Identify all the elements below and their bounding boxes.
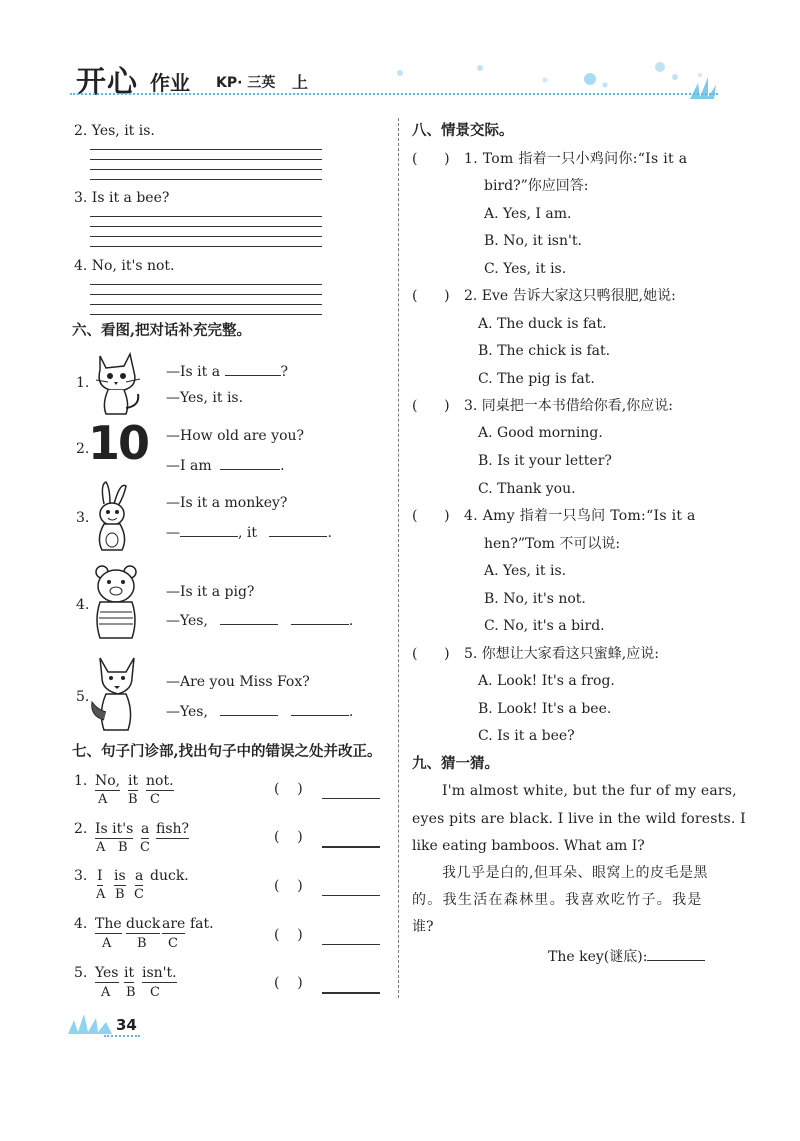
label-a: A bbox=[101, 985, 111, 1000]
column-divider bbox=[398, 118, 399, 998]
answer-blank[interactable] bbox=[291, 701, 349, 716]
question-stem: bird?”你应回答: bbox=[484, 178, 589, 194]
question-stem: 5. 你想让大家看这只蜜蜂,应说: bbox=[464, 646, 659, 662]
question-line: —Is it a monkey? bbox=[166, 495, 288, 511]
section-title: 七、句子门诊部,找出句子中的错误之处并改正。 bbox=[72, 743, 382, 760]
part-c[interactable]: isn't. bbox=[142, 965, 177, 981]
label-a: A bbox=[98, 792, 108, 807]
item-number: 2. bbox=[74, 821, 88, 837]
answer-paren[interactable]: ( ) bbox=[412, 646, 450, 662]
label-a: A bbox=[96, 887, 106, 902]
option[interactable]: C. Is it a bee? bbox=[478, 728, 575, 744]
volume-label: 上 bbox=[292, 73, 309, 92]
riddle-cn-line: 谁? bbox=[412, 919, 434, 935]
label-a: A bbox=[96, 840, 106, 855]
section-title: 六、看图,把对话补充完整。 bbox=[72, 322, 252, 339]
option[interactable]: C. Thank you. bbox=[478, 481, 576, 497]
answer-prefix: —Yes, bbox=[166, 704, 208, 720]
answer-blank[interactable] bbox=[225, 361, 281, 376]
question-stem: 3. 同桌把一本书借给你看,你应说: bbox=[464, 398, 673, 414]
key-label: The key(谜底): bbox=[548, 949, 648, 965]
part-rest: duck. bbox=[150, 868, 189, 884]
option[interactable]: C. No, it's a bird. bbox=[484, 618, 605, 634]
question-line: —Are you Miss Fox? bbox=[166, 674, 310, 690]
option[interactable]: A. The duck is fat. bbox=[478, 316, 607, 332]
answer-paren[interactable]: ( ) bbox=[274, 975, 303, 991]
answer-line bbox=[166, 522, 332, 542]
s5-item-3: 3. Is it a bee? bbox=[74, 190, 170, 206]
question-stem: 1. Tom 指着一只小鸡问你:“Is it a bbox=[464, 151, 688, 167]
answer-blank[interactable] bbox=[180, 522, 238, 537]
answer-paren[interactable]: ( ) bbox=[274, 781, 303, 797]
question-line: —How old are you? bbox=[166, 428, 305, 444]
answer-line bbox=[166, 701, 353, 721]
writing-lines[interactable] bbox=[90, 149, 322, 180]
grass-icon bbox=[66, 1010, 118, 1036]
option[interactable]: A. Yes, it is. bbox=[484, 563, 567, 579]
item-number: 4. bbox=[76, 597, 90, 613]
label-c: C bbox=[168, 936, 178, 951]
edition-label: KP· 三英 bbox=[216, 75, 276, 91]
label-c: C bbox=[134, 887, 144, 902]
part-c[interactable]: fish? bbox=[156, 821, 190, 837]
item-number: 5. bbox=[74, 965, 88, 981]
option[interactable]: B. Is it your letter? bbox=[478, 453, 612, 469]
part-a[interactable]: No, bbox=[95, 773, 121, 789]
answer-blank[interactable] bbox=[220, 610, 278, 625]
part-rest: fat. bbox=[190, 916, 214, 932]
page-number: 34 bbox=[116, 1016, 137, 1034]
bubbles-decoration bbox=[390, 55, 730, 95]
section-title: 九、猜一猜。 bbox=[412, 755, 499, 772]
label-b: B bbox=[128, 792, 138, 807]
question-stem: 2. Eve 告诉大家这只鸭很肥,她说: bbox=[464, 288, 676, 304]
option[interactable]: A. Yes, I am. bbox=[484, 206, 572, 222]
answer-line bbox=[166, 610, 353, 630]
item-number: 1. bbox=[76, 375, 90, 391]
punct: . bbox=[348, 704, 354, 720]
answer-paren[interactable]: ( ) bbox=[412, 508, 450, 524]
riddle-cn-line: 我几乎是白的,但耳朵、眼窝上的皮毛是黑 bbox=[442, 865, 708, 881]
option[interactable]: B. No, it isn't. bbox=[484, 233, 582, 249]
question-line bbox=[166, 361, 288, 381]
part-b[interactable]: duck bbox=[126, 916, 161, 932]
item-number: 1. bbox=[74, 773, 88, 789]
answer-paren[interactable]: ( ) bbox=[412, 288, 450, 304]
part-a[interactable]: I bbox=[97, 868, 103, 884]
answer-paren[interactable]: ( ) bbox=[274, 927, 303, 943]
question-line: —Is it a pig? bbox=[166, 584, 255, 600]
punct: . bbox=[327, 525, 332, 541]
riddle-en-line: eyes pits are black. I live in the wild forests. I bbox=[412, 811, 746, 827]
cat-picture bbox=[90, 348, 148, 418]
item-number: 2. bbox=[76, 441, 90, 457]
riddle-en-line: I'm almost white, but the fur of my ears, bbox=[442, 783, 737, 799]
part-c[interactable]: a bbox=[135, 868, 144, 884]
answer-blank[interactable] bbox=[647, 946, 705, 961]
number-ten-picture: 10 bbox=[88, 416, 149, 470]
brand-main: 开心 bbox=[76, 65, 138, 100]
option[interactable]: C. The pig is fat. bbox=[478, 371, 595, 387]
label-c: C bbox=[150, 985, 160, 1000]
answer-line bbox=[166, 455, 285, 475]
question-stem: hen?”Tom 不可以说: bbox=[484, 536, 621, 552]
pig-picture bbox=[88, 562, 144, 646]
label-a: A bbox=[102, 936, 112, 951]
question-stem: 4. Amy 指着一只鸟问 Tom:“Is it a bbox=[464, 508, 696, 524]
part-a[interactable]: Yes bbox=[95, 965, 119, 981]
punct: ? bbox=[280, 364, 289, 380]
correction-line[interactable] bbox=[322, 846, 380, 848]
correction-line[interactable] bbox=[322, 992, 380, 994]
riddle-cn-line: 的。我生活在森林里。我喜欢吃竹子。我是 bbox=[412, 892, 703, 908]
label-b: B bbox=[126, 985, 136, 1000]
page-header bbox=[70, 55, 730, 100]
answer-paren[interactable]: ( ) bbox=[274, 829, 303, 845]
brand-sub: 作业 bbox=[150, 71, 190, 95]
writing-lines[interactable] bbox=[90, 216, 322, 247]
item-number: 5. bbox=[76, 689, 90, 705]
writing-lines[interactable] bbox=[90, 284, 322, 315]
header-dotted-rule bbox=[70, 93, 718, 95]
item-number: 3. bbox=[74, 868, 88, 884]
option[interactable]: B. Look! It's a bee. bbox=[478, 701, 612, 717]
label-c: C bbox=[140, 840, 150, 855]
punct: . bbox=[280, 458, 285, 474]
s5-item-4: 4. No, it's not. bbox=[74, 258, 175, 274]
answer-blank[interactable] bbox=[291, 610, 349, 625]
s5-item-2: 2. Yes, it is. bbox=[74, 123, 155, 139]
footer-dotted-rule bbox=[104, 1035, 140, 1037]
label-b: B bbox=[115, 887, 125, 902]
grass-icon bbox=[688, 75, 722, 101]
label-b: B bbox=[137, 936, 147, 951]
answer-mid: , it bbox=[238, 525, 258, 541]
part-a[interactable]: Is it's bbox=[95, 821, 134, 837]
riddle-en-line: like eating bamboos. What am I? bbox=[412, 838, 645, 854]
option[interactable]: B. The chick is fat. bbox=[478, 343, 611, 359]
option[interactable]: B. No, it's not. bbox=[484, 591, 586, 607]
answer-paren[interactable]: ( ) bbox=[412, 151, 450, 167]
answer-prefix: — bbox=[166, 525, 180, 541]
part-b[interactable]: it bbox=[124, 965, 135, 981]
answer-blank[interactable] bbox=[269, 522, 327, 537]
part-c[interactable]: are bbox=[162, 916, 186, 932]
option[interactable]: A. Look! It's a frog. bbox=[478, 673, 615, 689]
correction-line[interactable] bbox=[322, 798, 380, 799]
label-b: B bbox=[118, 840, 128, 855]
answer-prefix: —I am bbox=[166, 458, 212, 474]
answer-prefix: —Yes, bbox=[166, 613, 208, 629]
part-b[interactable]: a bbox=[141, 821, 150, 837]
option[interactable]: A. Good morning. bbox=[478, 425, 603, 441]
part-a[interactable]: The bbox=[95, 916, 122, 932]
option[interactable]: C. Yes, it is. bbox=[484, 261, 567, 277]
answer-paren[interactable]: ( ) bbox=[274, 878, 303, 894]
answer-key-line bbox=[548, 946, 705, 966]
fox-picture bbox=[88, 654, 146, 734]
part-b[interactable]: is bbox=[114, 868, 126, 884]
answer-blank[interactable] bbox=[220, 455, 280, 470]
rabbit-picture bbox=[90, 480, 134, 554]
section-title: 八、情景交际。 bbox=[412, 122, 514, 139]
item-number: 3. bbox=[76, 510, 90, 526]
answer-line: —Yes, it is. bbox=[166, 390, 244, 406]
answer-blank[interactable] bbox=[220, 701, 278, 716]
punct: . bbox=[348, 613, 354, 629]
correction-line[interactable] bbox=[322, 944, 380, 945]
correction-line[interactable] bbox=[322, 895, 380, 896]
item-number: 4. bbox=[74, 916, 88, 932]
part-b[interactable]: it bbox=[128, 773, 139, 789]
label-c: C bbox=[150, 792, 160, 807]
part-c[interactable]: not. bbox=[146, 773, 174, 789]
question-text: —Is it a bbox=[166, 364, 221, 380]
answer-paren[interactable]: ( ) bbox=[412, 398, 450, 414]
